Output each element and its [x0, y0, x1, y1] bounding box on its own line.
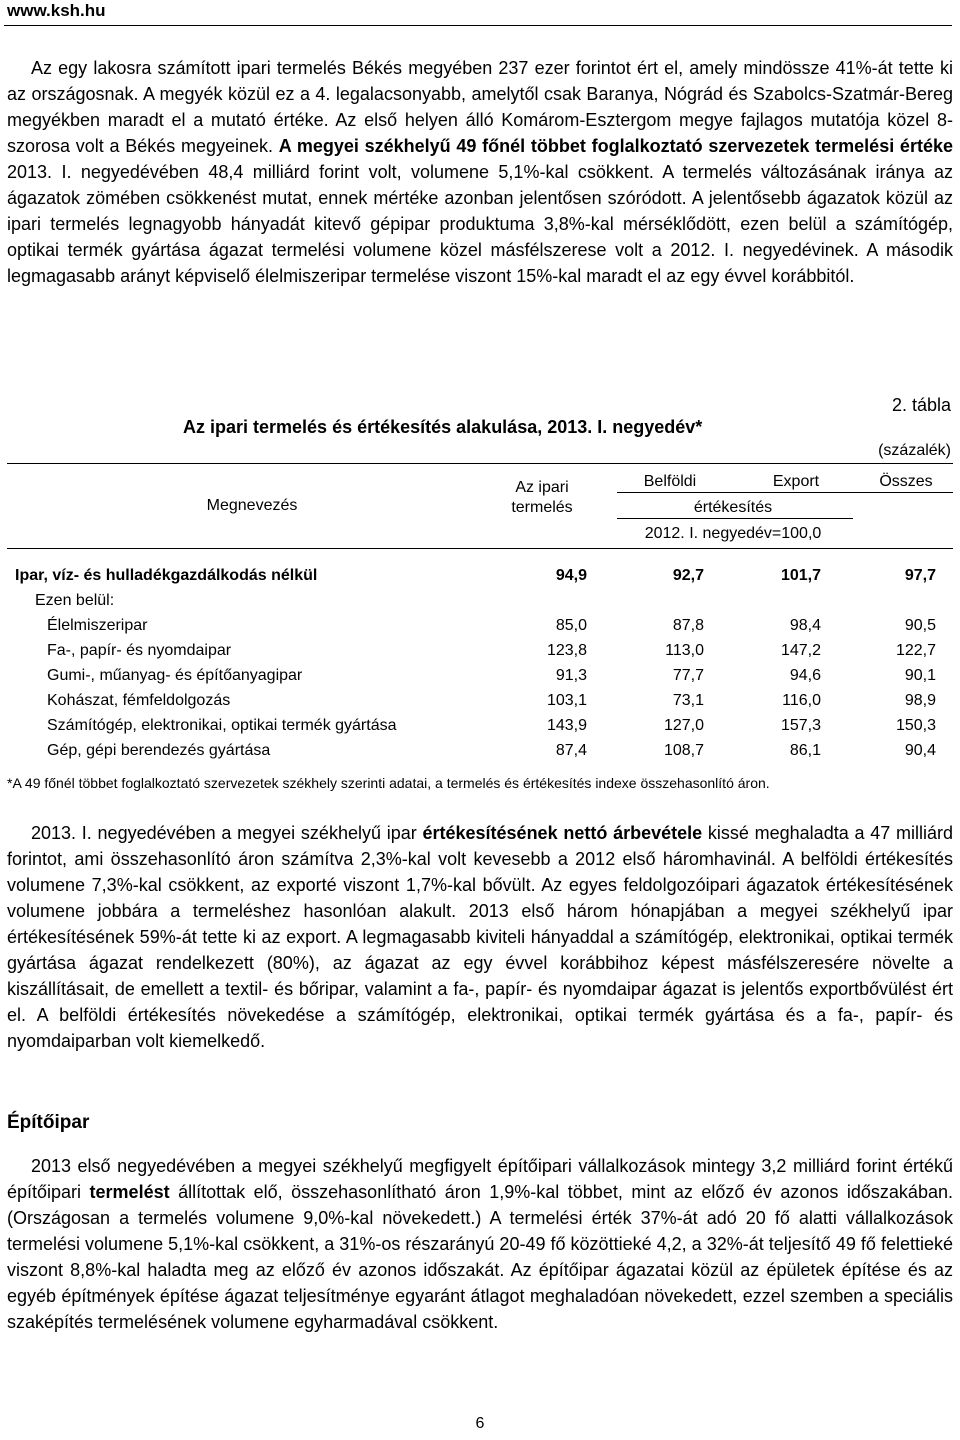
- table-row: [7, 738, 953, 763]
- row-label: Gumi-, műanyag- és építőanyagipar: [47, 667, 303, 684]
- table-body: [7, 563, 953, 763]
- cell-domestic: 127,0: [663, 717, 704, 734]
- col-header-sales-group: értékesítés: [693, 499, 773, 516]
- cell-total: 98,9: [904, 692, 936, 709]
- cell-export: 98,4: [789, 617, 821, 634]
- text-run: 2013. I. negyedévében 48,4 milliárd forint volt, volumene 5,1%-kal csökkent. A termelés változásának iránya az ágazatok zömében csökkenést mutat, ennek mértéke azonban jelentősen szóródott. A jelentősebb ágazatok közül az ipari termelés legnagyobb hányadát kitevő gépipar produktuma 3,8%-kal mérséklődött, ezen belül a számítógép, optikai termék gyártása ágazat termelési volumene közel másfélszerese volt a 2012. I. negyedévinek. A második legmagasabb arányt képviselő élelmiszeripar termelése viszont 15%-kal maradt el az egy évvel korábbitól.: [7, 162, 953, 286]
- col-header-domestic: Belföldi: [643, 473, 697, 490]
- table-row: [7, 638, 953, 663]
- row-label: Gép, gépi berendezés gyártása: [47, 742, 271, 759]
- site-link[interactable]: www.ksh.hu: [7, 1, 106, 20]
- table-label: 2. tábla: [891, 395, 951, 415]
- construction-paragraph: [7, 1153, 953, 1335]
- row-label: Ezen belül:: [35, 592, 115, 609]
- bold-text-run: termelést: [89, 1182, 170, 1202]
- cell-domestic: 87,8: [672, 617, 704, 634]
- col-header-base: 2012. I. negyedév=100,0: [644, 525, 822, 542]
- cell-total: 122,7: [895, 642, 936, 659]
- cell-total: 90,5: [904, 617, 936, 634]
- col-header-export: Export: [772, 473, 820, 490]
- header-divider: [617, 518, 853, 519]
- cell-production: 103,1: [546, 692, 587, 709]
- table-title: Az ipari termelés és értékesítés alakulása, 2013. I. negyedév*: [183, 417, 703, 437]
- row-label: Számítógép, elektronikai, optikai termék gyártása: [47, 717, 397, 734]
- table-row: [7, 563, 953, 588]
- cell-export: 157,3: [780, 717, 821, 734]
- cell-export: 86,1: [789, 742, 821, 759]
- col-header-production: Az ipari termelés: [511, 479, 573, 516]
- cell-domestic: 108,7: [663, 742, 704, 759]
- text-run: Az egy lakosra számított ipari termelés Békés megyében 237 ezer forintot ért el, amely mindössze 41%-át tette ki az országosnak. A megyék közül ez a 4. legalacsonyabb, amelytől csak Baranya, Nógrád és Szabolcs-Szatmár-Bereg megyékben maradt el a mutató értéke. Az első helyen álló Komárom-Esztergom megye fajlagos mutatója közel 8-szorosa volt a Békés megyeinek.: [7, 58, 953, 156]
- row-label: Ipar, víz- és hulladékgazdálkodás nélkül: [15, 567, 318, 584]
- cell-total: 150,3: [895, 717, 936, 734]
- table-row: [7, 663, 953, 688]
- table-row: [7, 613, 953, 638]
- cell-domestic: 113,0: [665, 642, 704, 659]
- sales-paragraph: [7, 820, 953, 1054]
- section-heading: Építőipar: [7, 1112, 90, 1133]
- intro-paragraph: [7, 55, 953, 289]
- row-label: Kohászat, fémfeldolgozás: [47, 692, 231, 709]
- table-footnote: *A 49 főnél többet foglalkoztató szervezetek székhely szerinti adatai, a termelés és értékesítés indexe összehasonlító áron.: [7, 775, 770, 791]
- cell-export: 116,0: [782, 692, 821, 709]
- cell-export: 101,7: [780, 567, 821, 584]
- header-divider: [617, 492, 953, 493]
- col-header-total: Összes: [879, 473, 933, 490]
- table-row: [7, 713, 953, 738]
- header-rule: [4, 25, 952, 26]
- bold-text-run: A megyei székhelyű 49 főnél többet foglalkoztató szervezetek termelési értéke: [278, 136, 953, 156]
- cell-production: 143,9: [546, 717, 587, 734]
- col-header-name: Megnevezés: [206, 497, 298, 514]
- bold-text-run: értékesítésének nettó árbevétele: [422, 823, 703, 843]
- text-run: kissé meghaladta a 47 milliárd forintot, ami összehasonlító áron számítva 2,3%-kal volt kevesebb a 2012 első háromhavinál. A belföldi értékesítés volumene 7,3%-kal csökkent, az exporté viszont 1,7%-kal bővült. Az egyes feldolgozóipari ágazatok értékesítésének volumene jobbára a termeléshez hasonlóan alakult. 2013 első három hónapjában a megyei székhelyű ipar értékesítésének 59%-át tette ki az export. A legmagasabb kiviteli hányaddal a számítógép, elektronikai, optikai termék gyártása ágazat rendelkezett (80%), az ágazat az egy évvel korábbihoz képest másfélszeresére növelte a kiszállításait, de emellett a textil- és bőripar, valamint a fa-, papír- és nyomdaipar ágazat is jelentős exportbővülést ért el. A belföldi értékesítés növekedése a számítógép, elektronikai, optikai termék gyártása és a fa-, papír- és nyomdaiparban volt kiemelkedő.: [7, 823, 953, 1051]
- table-row: [7, 588, 953, 613]
- table-header: [7, 463, 953, 549]
- cell-total: 90,4: [904, 742, 936, 759]
- cell-export: 147,2: [780, 642, 821, 659]
- cell-domestic: 92,7: [672, 567, 704, 584]
- cell-production: 85,0: [555, 617, 587, 634]
- table-unit: (százalék): [878, 442, 951, 459]
- cell-total: 90,1: [904, 667, 936, 684]
- row-label: Fa-, papír- és nyomdaipar: [47, 642, 232, 659]
- text-run: állítottak elő, összehasonlítható áron 1,9%-kal többet, mint az előző év azonos időszakában. (Országosan a termelés volumene 9,0%-kal növekedett.) A termelési érték 37%-át adó 20 fő alatti vállalkozások termelési volumene 5,1%-kal csökkent, a 31%-os részarányú 20-49 fő közöttieké 4,2, a 32%-át teljesítő 49 fő felettieké viszont 8,8%-kal haladta meg az előző év azonos időszakát. Az építőipar ágazatai közül az épületek építése és az egyéb építmények építése ágazat teljesítménye egyaránt átlagot meghaladóan növekedett, ezzel szemben a speciális szaképítés termelésének volumene egyharmadával csökkent.: [7, 1182, 953, 1332]
- cell-domestic: 73,1: [672, 692, 704, 709]
- cell-production: 94,9: [555, 567, 587, 584]
- cell-production: 123,8: [546, 642, 587, 659]
- cell-domestic: 77,7: [672, 667, 704, 684]
- cell-production: 91,3: [555, 667, 587, 684]
- row-label: Élelmiszeripar: [47, 617, 148, 634]
- text-run: 2013 első negyedévében a megyei székhelyű megfigyelt építőipari vállalkozások mintegy 3,2 milliárd forint értékű építőipari: [7, 1156, 953, 1202]
- table-row: [7, 688, 953, 713]
- page-number: 6: [475, 1415, 485, 1432]
- text-run: 2013. I. negyedévében a megyei székhelyű ipar: [31, 823, 423, 843]
- cell-total: 97,7: [904, 567, 936, 584]
- cell-export: 94,6: [789, 667, 821, 684]
- cell-production: 87,4: [555, 742, 587, 759]
